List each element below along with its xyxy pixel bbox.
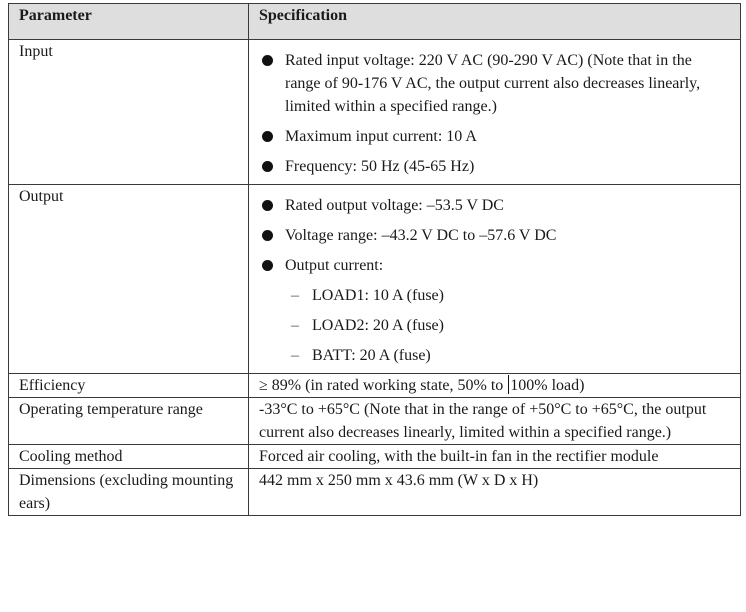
list-item [259, 155, 730, 178]
row-temperature [9, 398, 741, 445]
bullet-icon [262, 131, 273, 142]
efficiency-value-part2: 100% load) [510, 377, 585, 394]
output-current-load2: LOAD2: 20 A (fuse) [312, 317, 444, 334]
efficiency-label: Efficiency [9, 374, 249, 398]
row-cooling [9, 445, 741, 469]
cooling-value: Forced air cooling, with the built-in fan in the rectifier module [249, 445, 741, 469]
input-item-frequency: Frequency: 50 Hz (45-65 Hz) [285, 158, 475, 175]
output-label: Output [9, 185, 249, 374]
input-bullet-list [259, 40, 730, 184]
input-item-rated-voltage: Rated input voltage: 220 V AC (90-290 V AC) (Note that in the range of 90-176 V AC, the output current also decreases linearly, limited within a specified range.) [285, 52, 701, 115]
output-current-sublist [285, 284, 730, 367]
list-item [285, 314, 730, 337]
specification-table [8, 3, 741, 516]
list-item [259, 49, 730, 118]
input-label: Input [9, 40, 249, 185]
list-item [285, 284, 730, 307]
bullet-icon [262, 260, 273, 271]
cooling-label: Cooling method [9, 445, 249, 469]
list-item [259, 224, 730, 247]
header-specification: Specification [249, 4, 741, 40]
list-item [259, 254, 730, 367]
bullet-icon [262, 161, 273, 172]
output-item-voltage-range: Voltage range: –43.2 V DC to –57.6 V DC [285, 227, 557, 244]
list-item [285, 344, 730, 367]
temperature-value: -33°C to +65°C (Note that in the range of +50°C to +65°C, the output current also decreases linearly, limited within a specified range.) [249, 398, 741, 445]
output-spec [249, 185, 741, 374]
temperature-label: Operating temperature range [9, 398, 249, 445]
row-dimensions [9, 469, 741, 516]
row-efficiency [9, 374, 741, 398]
list-item [259, 125, 730, 148]
row-input [9, 40, 741, 185]
row-output [9, 185, 741, 374]
output-current-batt: BATT: 20 A (fuse) [312, 347, 431, 364]
dash-icon: – [291, 287, 299, 304]
list-item [259, 194, 730, 217]
bullet-icon [262, 230, 273, 241]
output-item-current: Output current: [285, 257, 384, 274]
header-row [9, 4, 741, 40]
dimensions-value: 442 mm x 250 mm x 43.6 mm (W x D x H) [249, 469, 741, 516]
bullet-icon [262, 55, 273, 66]
output-bullet-list [259, 185, 730, 373]
dash-icon: – [291, 317, 299, 334]
header-parameter: Parameter [9, 4, 249, 40]
dimensions-label: Dimensions (excluding mounting ears) [9, 469, 249, 516]
output-current-load1: LOAD1: 10 A (fuse) [312, 287, 444, 304]
output-item-rated-voltage: Rated output voltage: –53.5 V DC [285, 197, 504, 214]
dash-icon: – [291, 347, 299, 364]
efficiency-value-part1: ≥ 89% (in rated working state, 50% to [259, 377, 508, 394]
efficiency-value [249, 374, 741, 398]
input-spec [249, 40, 741, 185]
input-item-max-current: Maximum input current: 10 A [285, 128, 477, 145]
bullet-icon [262, 200, 273, 211]
